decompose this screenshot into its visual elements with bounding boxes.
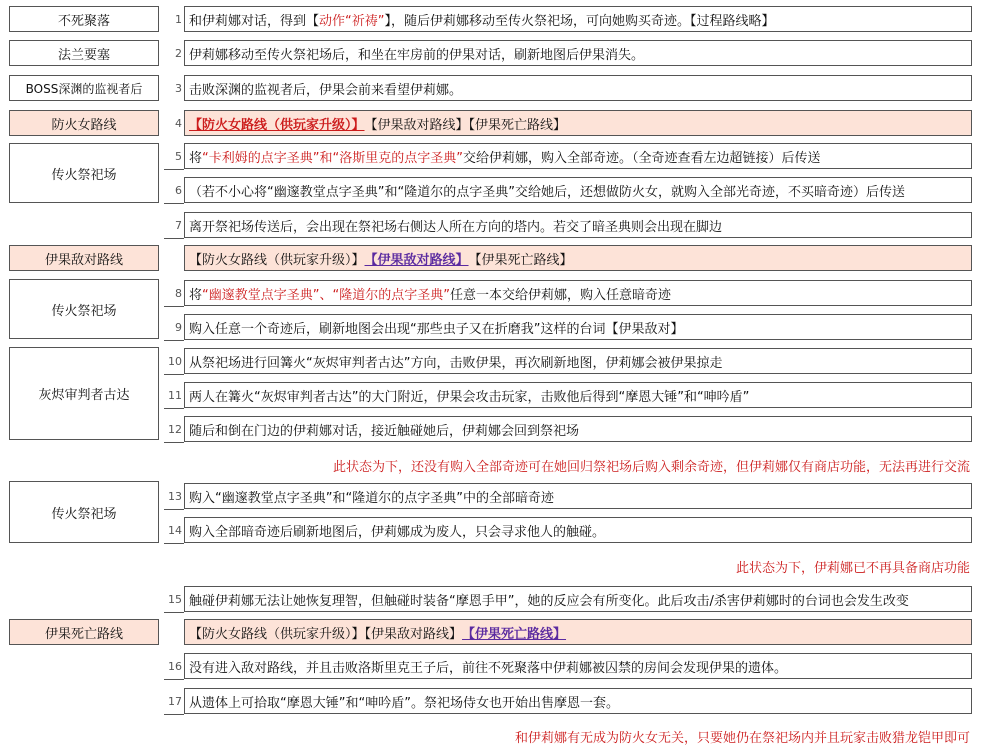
section-label-judge-gundyr: 灰烬审判者古达 [9,347,159,440]
table-row: 离开祭祀场传送后，会出现在祭祀场右侧达人所在方向的塔内。若交了暗圣典则会出现在脚边 [184,212,972,238]
table-row: 购入全部暗奇迹后刷新地图后，伊莉娜成为废人，只会寻求他人的触碰。 [184,517,972,543]
table-row: 将 “幽邃教堂点字圣典”、“隆道尔的点字圣典” 任意一本交给伊莉娜，购入任意暗奇迹 [184,280,972,306]
note-no-shop: 此状态为下，伊莉娜已不再具备商店功能 [735,561,970,576]
row-number-underline [164,679,184,680]
row-number: 14 [168,524,182,537]
link-other-routes[interactable]: 【伊果敌对路线】【伊果死亡路线】 [364,117,567,133]
note-shop-only: 此状态为下，还没有购入全部奇迹可在她回归祭祀场后购入剩余奇迹，但伊莉娜仅有商店功能，无法再进行交流 [332,460,970,475]
section-label-firelink-shrine: 传火祭祀场 [9,481,159,543]
row-number: 10 [168,355,182,368]
link-firekeeper-route[interactable]: 【防火女路线（供玩家升级）】 [189,117,365,133]
link-other-routes[interactable]: 【防火女路线（供玩家升级）】【伊果敌对路线】 [189,626,463,642]
section-label-firelink-shrine: 传火祭祀场 [9,143,159,203]
row-number: 9 [175,321,182,334]
link-hostile-route[interactable]: 【伊果敌对路线】 [364,252,469,268]
row-number-underline [164,340,184,341]
route-label-hostile: 伊果敌对路线 [9,245,159,271]
table-row: 将 “卡利姆的点字圣典” 和 “洛斯里克的点字圣典” 交给伊莉娜，购入全部奇迹。（全奇迹查看左边超链接）后传送 [184,143,972,169]
row-number-underline [164,374,184,375]
table-row: 从祭祀场进行回篝火“灰烬审判者古达”方向，击败伊果，再次刷新地图，伊莉娜会被伊果掠走 [184,348,972,374]
table-row: 购入任意一个奇迹后，刷新地图会出现“那些虫子又在折磨我”这样的台词【伊果敌对】 [184,314,972,340]
row-number-underline [164,442,184,443]
row-number: 11 [168,389,182,402]
table-row: 伊莉娜移动至传火祭祀场后，和坐在牢房前的伊果对话，刷新地图后伊果消失。 [184,40,972,66]
table-row: 没有进入敌对路线，并且击败洛斯里克王子后，前往不死聚落中伊莉娜被囚禁的房间会发现伊果的遗体。 [184,653,972,679]
route-label-death: 伊果死亡路线 [9,619,159,645]
link-firekeeper-route[interactable]: 【防火女路线（供玩家升级）】 [189,252,365,268]
row-number: 15 [168,593,182,606]
row-number: 12 [168,423,182,436]
row-number-underline [164,509,184,510]
row-number-underline [164,203,184,204]
row-number: 17 [168,695,182,708]
table-row: 随后和倒在门边的伊莉娜对话，接近触碰她后，伊莉娜会回到祭祀场 [184,416,972,442]
row-number: 2 [175,47,182,60]
table-row: 从遗体上可拾取“摩恩大锤”和“呻吟盾”。祭祀场侍女也开始出售摩恩一套。 [184,688,972,714]
row-number-underline [164,238,184,239]
route-label-firekeeper: 防火女路线 [9,110,159,136]
note-death-condition: 和伊莉娜有无成为防火女无关，只要她仍在祭祀场内并且玩家击败猎龙铠甲即可 [514,731,970,746]
row-number: 1 [175,13,182,26]
section-label-farron-keep: 法兰要塞 [9,40,159,66]
table-row: 购入“幽邃教堂点字圣典”和“隆道尔的点字圣典”中的全部暗奇迹 [184,483,972,509]
row-number: 8 [175,287,182,300]
row-number-underline [164,714,184,715]
row-number: 7 [175,219,182,232]
section-label-firelink-shrine: 传火祭祀场 [9,279,159,339]
route-nav-row [184,619,972,645]
row-number-underline [164,543,184,544]
route-nav-row [184,245,972,271]
row-number: 4 [175,117,182,130]
row-number: 16 [168,660,182,673]
row-number-underline [164,169,184,170]
table-row: （若不小心将“幽邃教堂点字圣典”和“隆道尔的点字圣典”交给她后，还想做防火女，就购入全部光奇迹，不买暗奇迹）后传送 [184,177,972,203]
row-number-underline [164,612,184,613]
row-number: 13 [168,490,182,503]
row-number: 6 [175,184,182,197]
section-label-undead-settlement: 不死聚落 [9,6,159,32]
row-number: 3 [175,82,182,95]
route-nav-row [184,110,972,136]
row-number-underline [164,306,184,307]
table-row: 和伊莉娜对话，得到【 动作“祈祷” 】，随后伊莉娜移动至传火祭祀场，可向她购买奇迹。【过程路线略】 [184,6,972,32]
table-row: 触碰伊莉娜无法让她恢复理智，但触碰时装备“摩恩手甲”，她的反应会有所变化。此后攻击/杀害伊莉娜时的台词也会发生改变 [184,586,972,612]
row-number-underline [164,408,184,409]
table-row: 两人在篝火“灰烬审判者古达”的大门附近，伊果会攻击玩家，击败他后得到“摩恩大锤”和“呻吟盾” [184,382,972,408]
link-death-route[interactable]: 【伊果死亡路线】 [468,252,573,268]
section-label-boss-abyss-watchers: BOSS深渊的监视者后 [9,75,159,101]
link-death-route[interactable]: 【伊果死亡路线】 [462,626,567,642]
row-number: 5 [175,150,182,163]
table-row: 击败深渊的监视者后，伊果会前来看望伊莉娜。 [184,75,972,101]
